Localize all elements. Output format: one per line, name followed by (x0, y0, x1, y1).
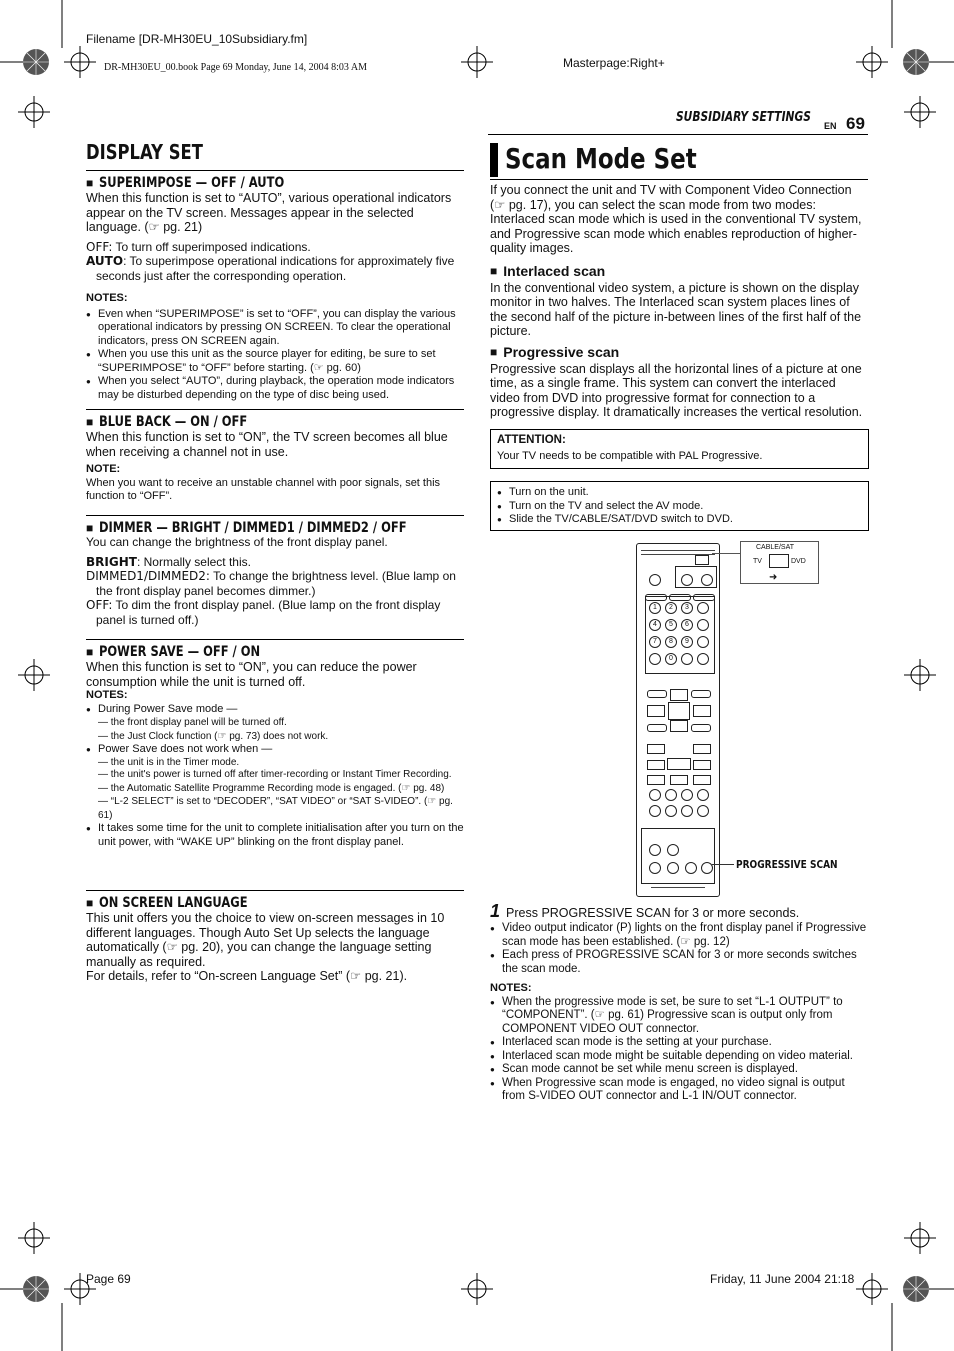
page-number: 69 (846, 114, 865, 133)
print-footer-date: Friday, 11 June 2004 21:18 (710, 1272, 855, 1286)
remote-left-button[interactable] (647, 705, 665, 717)
switch-label-dvd: DVD (791, 558, 806, 565)
remote-control (636, 543, 720, 897)
osl-rule (86, 890, 464, 891)
remote-num-7[interactable]: 7 (649, 636, 661, 648)
running-head-rule (488, 134, 868, 135)
blueback-desc: When this function is set to “ON”, the TV screen becomes all blue when receiving a channel not in use. (86, 430, 448, 459)
superimpose-auto: AUTO: To superimpose operational indications for approximately five seconds just after the corresponding operation. (86, 254, 455, 283)
interlaced-text: In the conventional video system, a picture is shown on the display monitor in two halves. The Interlaced scan system places lines of the second half of the picture in-between lines of the first half of the picture. (490, 280, 862, 338)
dimmer-off: OFF: To dim the front display panel. (Blue lamp on the front display panel is turned off.) (86, 598, 441, 627)
powersave-note-2b: — the unit's power is turned off after timer-recording or Instant Timer Recording. (98, 769, 452, 780)
prep-step-2: ● Turn on the TV and select the AV mode. (497, 500, 857, 514)
prep-step-1: ● Turn on the unit. (497, 486, 857, 500)
preparation-box (490, 481, 869, 531)
step-note-1: ● Video output indicator (P) lights on the front display panel if Progressive scan mode has been established. (☞ pg. 12) (490, 922, 868, 949)
remote-ok-button[interactable] (668, 702, 690, 720)
superimpose-note-1: ● Even when “SUPERIMPOSE” is set to “OFF”, you can display the various operational indicators by pressing ON SCREEN. To clear the operational indicators, press ON SCREEN again. (86, 308, 464, 349)
remote-key[interactable] (647, 724, 667, 732)
powersave-notes-label: NOTES: (86, 689, 128, 701)
powersave-note-3: ● It takes some time for the unit to complete initialisation after you turn on the unit power, with “WAKE UP” blinking on the front display panel. (86, 822, 464, 849)
title-bar-accent (490, 143, 498, 177)
scan-note-4: ● Scan mode cannot be set while menu screen is displayed. (490, 1063, 868, 1077)
remote-num-3[interactable]: 3 (681, 602, 693, 614)
scan-title-rule (490, 179, 868, 180)
remote-button[interactable] (697, 636, 709, 648)
remote-button[interactable] (681, 574, 693, 586)
switch-label-cable-sat: CABLE/SAT (756, 544, 794, 551)
print-masterpage: Masterpage:Right+ (563, 56, 665, 70)
superimpose-notes-label: NOTES: (86, 292, 128, 304)
blueback-rule (86, 409, 464, 410)
scan-note-1: ● When the progressive mode is set, be sure to set “L-1 OUTPUT” to “COMPONENT”. (☞ pg. 61) Progressive scan is output only from COMPONENT VIDEO OUT connector. (490, 996, 868, 1037)
superimpose-section (86, 175, 464, 402)
remote-button[interactable] (665, 789, 677, 801)
superimpose-desc: When this function is set to “AUTO”, various operational indicators appear on the TV screen. Messages appear in the selected language. (☞ pg. 21) (86, 191, 452, 234)
scan-notes-label: NOTES: (490, 982, 532, 994)
remote-lower-cover (641, 828, 715, 884)
remote-plus-button[interactable] (697, 602, 709, 614)
remote-button[interactable] (681, 789, 693, 801)
running-head-section: SUBSIDIARY SETTINGS (676, 110, 811, 125)
powersave-note-2a: — the unit is in the Timer mode. (98, 756, 240, 768)
remote-button[interactable] (665, 805, 677, 817)
powersave-note-2: ● Power Save does not work when — (86, 743, 464, 757)
dimmer-rule (86, 515, 464, 516)
remote-button[interactable] (667, 862, 679, 874)
remote-button[interactable] (701, 574, 713, 586)
remote-num-9[interactable]: 9 (681, 636, 693, 648)
remote-rec-button[interactable] (647, 775, 665, 785)
powersave-heading: ■ POWER SAVE — OFF / ON (86, 644, 261, 660)
remote-skip-back-button[interactable] (647, 744, 665, 754)
remote-key[interactable] (691, 724, 711, 732)
remote-button[interactable] (697, 805, 709, 817)
remote-button[interactable] (697, 653, 709, 665)
remote-play-button[interactable] (667, 758, 691, 770)
remote-up-button[interactable] (670, 689, 688, 701)
osl-desc: This unit offers you the choice to view on-screen messages in 10 different languages. Though Auto Set Up selects the language automatically (☞ pg. 20), you can change the language setting manually as required. (86, 911, 445, 969)
powersave-rule (86, 639, 464, 640)
remote-key[interactable] (691, 690, 711, 698)
progressive-text: Progressive scan displays all the horizontal lines of a picture at one time, as a single frame. This system can convert the interlaced video from DVD into progressive format for connection to a progressive display. It dramatically increases the vertical resolution. (490, 361, 863, 419)
remote-num-8[interactable]: 8 (665, 636, 677, 648)
attention-box (490, 429, 869, 469)
right-column (490, 183, 868, 420)
blueback-heading: ■ BLUE BACK — ON / OFF (86, 414, 248, 430)
remote-ffwd-button[interactable] (693, 760, 711, 770)
scan-note-3: ● Interlaced scan mode might be suitable depending on video material. (490, 1050, 868, 1064)
powersave-note-1: ● During Power Save mode — (86, 703, 464, 717)
dimmer-heading: ■ DIMMER — BRIGHT / DIMMED1 / DIMMED2 / OFF (86, 520, 407, 536)
scan-mode-title: Scan Mode Set (505, 142, 697, 175)
remote-button[interactable] (685, 862, 697, 874)
osl-heading: ■ ON SCREEN LANGUAGE (86, 895, 248, 911)
remote-down-button[interactable] (670, 720, 688, 732)
remote-power-button[interactable] (649, 574, 661, 586)
remote-button[interactable] (649, 862, 661, 874)
remote-mode-switch[interactable] (695, 555, 709, 565)
remote-button[interactable] (667, 844, 679, 856)
superimpose-note-2: ● When you use this unit as the source player for editing, be sure to set “SUPERIMPOSE” to “OFF” before starting. (☞ pg. 60) (86, 348, 464, 375)
blueback-section (86, 414, 464, 504)
powersave-desc: When this function is set to “ON”, you can reduce the power consumption while the unit is turned off. (86, 660, 417, 689)
blueback-note: When you want to receive an unstable channel with poor signals, set this function to “OFF”. (86, 476, 441, 502)
powersave-note-2d: — “L-2 SELECT” is set to “DECODER”, “SAT VIDEO” or “SAT S-VIDEO”. (☞ pg. 61) (98, 796, 453, 821)
remote-button[interactable] (681, 805, 693, 817)
remote-num-6[interactable]: 6 (681, 619, 693, 631)
powersave-note-1b: — the Just Clock function (☞ pg. 73) does not work. (98, 730, 329, 742)
attention-label: ATTENTION: (497, 434, 566, 446)
osl-ref: For details, refer to “On-screen Language Set” (☞ pg. 21). (86, 969, 408, 983)
print-bookline: DR-MH30EU_00.book Page 69 Monday, June 14, 2004 8:03 AM (104, 62, 367, 73)
dimmer-desc: You can change the brightness of the front display panel. (86, 535, 388, 549)
scan-note-2: ● Interlaced scan mode is the setting at your purchase. (490, 1036, 868, 1050)
step-number: 1 (490, 901, 501, 921)
arrow-right-icon: ➜ (769, 572, 778, 583)
remote-num-1[interactable]: 1 (649, 602, 661, 614)
osl-section (86, 895, 464, 984)
remote-minus-button[interactable] (697, 619, 709, 631)
prep-step-3: ● Slide the TV/CABLE/SAT/DVD switch to DVD. (497, 513, 857, 527)
display-set-title: DISPLAY SET (86, 140, 203, 164)
remote-button[interactable] (681, 653, 693, 665)
dimmer-section (86, 520, 464, 627)
switch-label-tv: TV (753, 558, 762, 565)
powersave-note-1a: — the front display panel will be turned off. (98, 717, 287, 728)
superimpose-note-3: ● When you select “AUTO”, during playback, the operation mode indicators may be disturbed depending on the type of disc being used. (86, 375, 464, 402)
display-set-rule (86, 170, 464, 171)
remote-button[interactable] (649, 653, 661, 665)
remote-pause-button[interactable] (693, 775, 711, 785)
blueback-note-label: NOTE: (86, 463, 121, 475)
print-filename: Filename [DR-MH30EU_10Subsidiary.fm] (86, 32, 308, 46)
step-1 (490, 901, 868, 1104)
remote-num-5[interactable]: 5 (665, 619, 677, 631)
left-column (86, 140, 464, 164)
remote-button[interactable] (697, 789, 709, 801)
remote-stop-button[interactable] (670, 775, 688, 785)
dimmer-dimmed: DIMMED1/DIMMED2: To change the brightness level. (Blue lamp on the front display panel becomes dimmer.) (86, 569, 456, 598)
remote-num-0[interactable]: 0 (665, 653, 677, 665)
attention-text: Your TV needs to be compatible with PAL Progressive. (497, 450, 763, 462)
remote-right-button[interactable] (693, 705, 711, 717)
remote-num-4[interactable]: 4 (649, 619, 661, 631)
superimpose-off: OFF: To turn off superimposed indications. (86, 239, 311, 254)
running-head-lang: EN (824, 121, 837, 131)
step-note-2: ● Each press of PROGRESSIVE SCAN for 3 or more seconds switches the scan mode. (490, 949, 868, 976)
powersave-section (86, 644, 464, 849)
dimmer-bright: BRIGHT: Normally select this. (86, 554, 251, 569)
powersave-note-2c: — the Automatic Satellite Programme Recording mode is engaged. (☞ pg. 48) (98, 782, 445, 794)
remote-rewind-button[interactable] (647, 760, 665, 770)
interlaced-heading: ■ Interlaced scan (490, 262, 606, 279)
scan-intro: If you connect the unit and TV with Component Video Connection (☞ pg. 17), you can select the scan mode from two modes: Interlaced scan mode which is used in the conventional TV system, and Progressive scan mode which enables reproduction of higher-quality images. (490, 183, 862, 255)
superimpose-heading: ■ SUPERIMPOSE — OFF / AUTO (86, 175, 285, 191)
switch-callout (740, 541, 819, 584)
remote-button[interactable] (649, 805, 661, 817)
remote-skip-forward-button[interactable] (693, 744, 711, 754)
remote-num-2[interactable]: 2 (665, 602, 677, 614)
print-footer-page: Page 69 (86, 1272, 131, 1286)
step-text: Press PROGRESSIVE SCAN for 3 or more seconds. (506, 906, 800, 920)
remote-button[interactable] (649, 789, 661, 801)
progressive-heading: ■ Progressive scan (490, 343, 620, 360)
switch-icon (769, 554, 789, 568)
remote-button[interactable] (649, 844, 661, 856)
scan-note-5: ● When Progressive scan mode is engaged, no video signal is output from S-VIDEO OUT connector and L-1 IN/OUT connector. (490, 1077, 868, 1104)
remote-key[interactable] (647, 690, 667, 698)
progressive-scan-callout: PROGRESSIVE SCAN (736, 858, 838, 871)
